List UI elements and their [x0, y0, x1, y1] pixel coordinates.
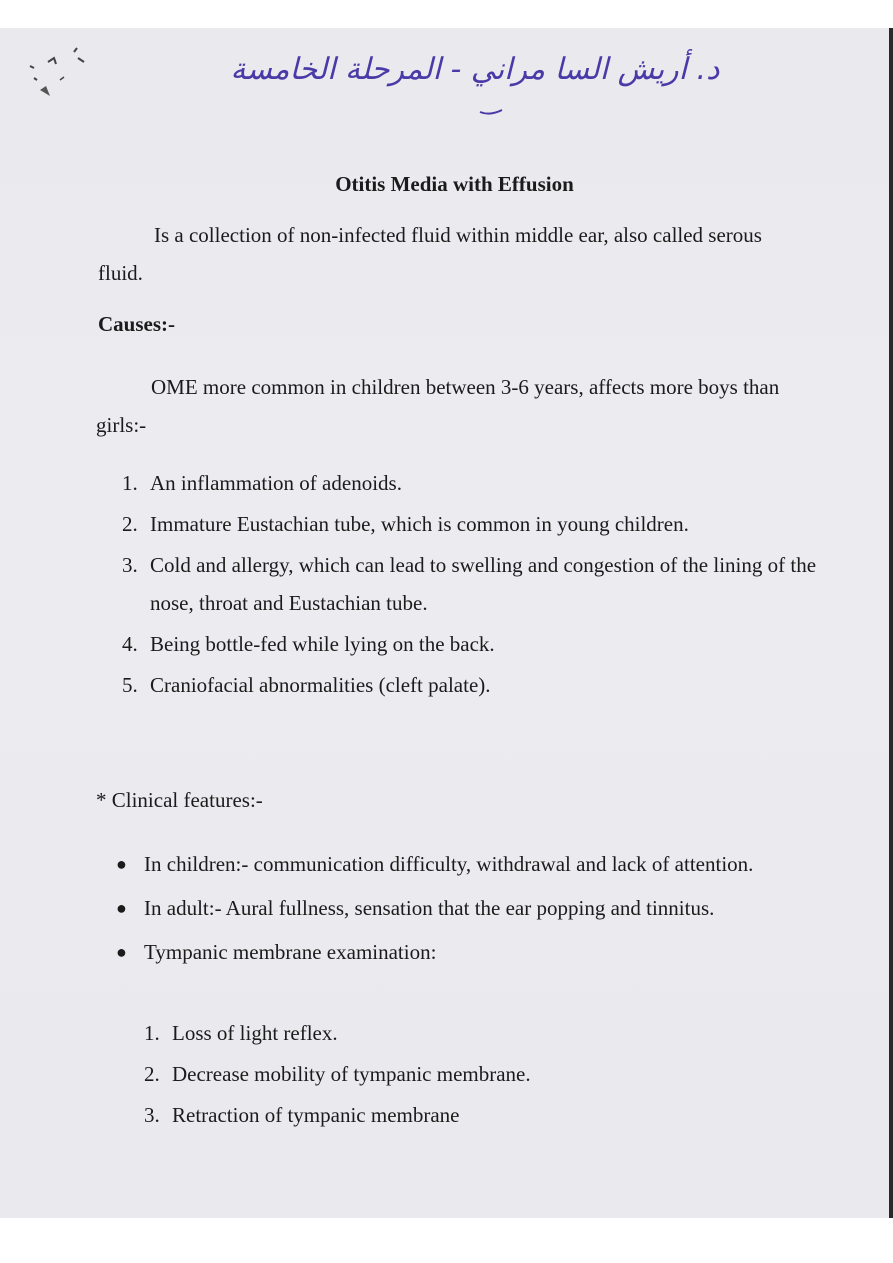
list-item — [116, 888, 836, 928]
clinical-features-heading: * Clinical features:- — [96, 788, 263, 812]
list-text: Immature Eustachian tube, which is common in young children. — [150, 512, 689, 536]
bullet-icon: ● — [116, 898, 127, 918]
list-text: An inflammation of adenoids. — [150, 471, 402, 495]
handwriting-underline — [180, 52, 770, 122]
list-text: Craniofacial abnormalities (cleft palate). — [150, 673, 491, 697]
page-title: Otitis Media with Effusion — [335, 172, 574, 196]
list-item — [116, 844, 836, 884]
list-number: 1. — [122, 471, 138, 495]
causes-intro-paragraph — [96, 368, 796, 444]
list-text: Decrease mobility of tympanic membrane. — [172, 1062, 531, 1086]
causes-list — [122, 464, 822, 707]
list-item — [144, 1096, 784, 1134]
list-number: 4. — [122, 632, 138, 656]
list-text: In adult:- Aural fullness, sensation that the ear popping and tinnitus. — [144, 896, 715, 920]
list-item — [116, 932, 836, 972]
handwritten-header — [180, 52, 770, 122]
list-text: Being bottle-fed while lying on the back. — [150, 632, 495, 656]
list-number: 3. — [144, 1103, 160, 1127]
definition-paragraph — [98, 216, 798, 292]
page-edge — [889, 28, 893, 1218]
bullet-icon: ● — [116, 942, 127, 962]
bullet-icon: ● — [116, 854, 127, 874]
handwritten-header-text: د. أريش السا مراني - المرحلة الخامسة — [230, 52, 720, 87]
pen-marks-decoration — [22, 40, 102, 110]
list-number: 5. — [122, 673, 138, 697]
list-item — [144, 1014, 784, 1052]
list-number: 3. — [122, 553, 138, 577]
list-item — [122, 546, 822, 622]
list-item — [122, 464, 822, 502]
list-text: Retraction of tympanic membrane — [172, 1103, 460, 1127]
causes-heading: Causes:- — [98, 312, 175, 336]
list-item — [122, 666, 822, 704]
list-item — [122, 505, 822, 543]
list-number: 2. — [122, 512, 138, 536]
list-text: Cold and allergy, which can lead to swelling and congestion of the lining of the nose, throat and Eustachian tube. — [150, 553, 817, 615]
list-text: In children:- communication difficulty, withdrawal and lack of attention. — [144, 852, 754, 876]
list-number: 1. — [144, 1021, 160, 1045]
list-item — [122, 625, 822, 663]
tympanic-membrane-list — [144, 1014, 784, 1137]
clinical-features-list — [116, 844, 836, 976]
list-number: 2. — [144, 1062, 160, 1086]
list-text: Tympanic membrane examination: — [144, 940, 437, 964]
causes-intro-text: OME more common in children between 3-6 years, affects more boys than girls:- — [96, 375, 780, 437]
definition-text: Is a collection of non-infected fluid within middle ear, also called serous fluid. — [98, 223, 762, 285]
list-item — [144, 1055, 784, 1093]
list-text: Loss of light reflex. — [172, 1021, 338, 1045]
